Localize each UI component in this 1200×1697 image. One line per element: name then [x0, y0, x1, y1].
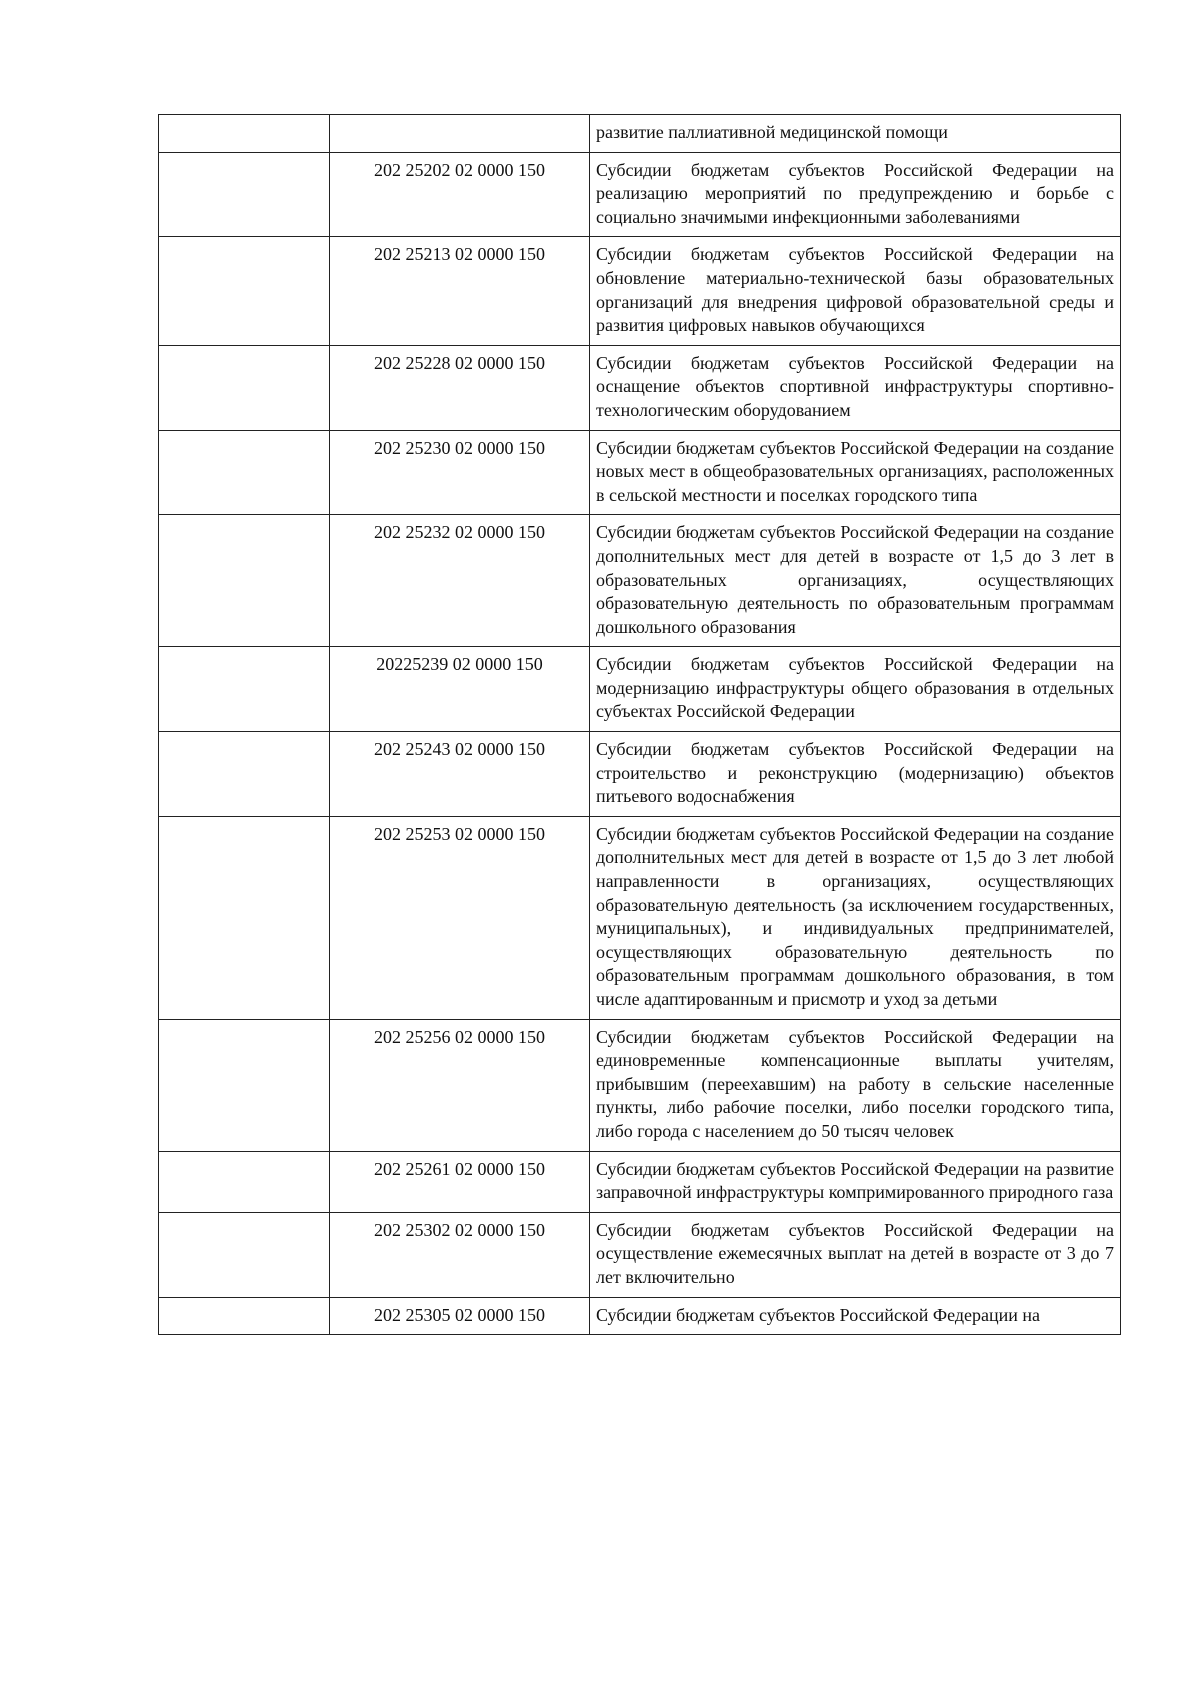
table-row — [159, 816, 1121, 1019]
description-cell: Субсидии бюджетам субъектов Российской Федерации на осуществление ежемесячных выплат на детей в возрасте от 3 до 7 лет включительно — [590, 1212, 1121, 1297]
description-cell: развитие паллиативной медицинской помощи — [590, 115, 1121, 153]
budget-classification-table — [158, 114, 1121, 1335]
code-cell: 202 25230 02 0000 150 — [330, 430, 590, 515]
table-row — [159, 1297, 1121, 1335]
description-cell: Субсидии бюджетам субъектов Российской Федерации на единовременные компенсационные выплаты учителям, прибывшим (переехавшим) на работу в сельские населенные пункты, либо рабочие поселки, либо поселки городского типа, либо города с населением до 50 тысяч человек — [590, 1019, 1121, 1151]
document-page — [158, 114, 1121, 1335]
code-cell: 202 25305 02 0000 150 — [330, 1297, 590, 1335]
description-cell: Субсидии бюджетам субъектов Российской Федерации на создание новых мест в общеобразовательных организациях, расположенных в сельской местности и поселках городского типа — [590, 430, 1121, 515]
description-cell: Субсидии бюджетам субъектов Российской Федерации на оснащение объектов спортивной инфраструктуры спортивно-технологическим оборудованием — [590, 345, 1121, 430]
description-cell: Субсидии бюджетам субъектов Российской Федерации на — [590, 1297, 1121, 1335]
code-cell: 202 25302 02 0000 150 — [330, 1212, 590, 1297]
table-row — [159, 732, 1121, 817]
table-row — [159, 1212, 1121, 1297]
code-cell: 202 25261 02 0000 150 — [330, 1151, 590, 1212]
table-row — [159, 1019, 1121, 1151]
description-cell: Субсидии бюджетам субъектов Российской Федерации на реализацию мероприятий по предупреждению и борьбе с социально значимыми инфекционными заболеваниями — [590, 152, 1121, 237]
empty-cell — [159, 345, 330, 430]
code-cell — [330, 115, 590, 153]
table-row — [159, 647, 1121, 732]
table-row — [159, 115, 1121, 153]
description-cell: Субсидии бюджетам субъектов Российской Федерации на модернизацию инфраструктуры общего образования в отдельных субъектах Российской Федерации — [590, 647, 1121, 732]
code-cell: 202 25243 02 0000 150 — [330, 732, 590, 817]
empty-cell — [159, 430, 330, 515]
table-row — [159, 152, 1121, 237]
code-cell: 202 25213 02 0000 150 — [330, 237, 590, 345]
code-cell: 202 25232 02 0000 150 — [330, 515, 590, 647]
empty-cell — [159, 152, 330, 237]
code-cell: 20225239 02 0000 150 — [330, 647, 590, 732]
empty-cell — [159, 1151, 330, 1212]
description-cell: Субсидии бюджетам субъектов Российской Федерации на создание дополнительных мест для детей в возрасте от 1,5 до 3 лет в образовательных организациях, осуществляющих образовательную деятельность по образовательным программам дошкольного образования — [590, 515, 1121, 647]
empty-cell — [159, 1212, 330, 1297]
description-cell: Субсидии бюджетам субъектов Российской Федерации на обновление материально-технической базы образовательных организаций для внедрения цифровой образовательной среды и развития цифровых навыков обучающихся — [590, 237, 1121, 345]
code-cell: 202 25202 02 0000 150 — [330, 152, 590, 237]
empty-cell — [159, 1019, 330, 1151]
code-cell: 202 25256 02 0000 150 — [330, 1019, 590, 1151]
empty-cell — [159, 816, 330, 1019]
empty-cell — [159, 647, 330, 732]
code-cell: 202 25228 02 0000 150 — [330, 345, 590, 430]
empty-cell — [159, 237, 330, 345]
empty-cell — [159, 515, 330, 647]
table-row — [159, 237, 1121, 345]
empty-cell — [159, 115, 330, 153]
description-cell: Субсидии бюджетам субъектов Российской Федерации на развитие заправочной инфраструктуры компримированного природного газа — [590, 1151, 1121, 1212]
description-cell: Субсидии бюджетам субъектов Российской Федерации на строительство и реконструкцию (модернизацию) объектов питьевого водоснабжения — [590, 732, 1121, 817]
table-row — [159, 430, 1121, 515]
code-cell: 202 25253 02 0000 150 — [330, 816, 590, 1019]
description-cell: Субсидии бюджетам субъектов Российской Федерации на создание дополнительных мест для детей в возрасте от 1,5 до 3 лет любой направленности в организациях, осуществляющих образовательную деятельность (за исключением государственных, муниципальных), и индивидуальных предпринимателей, осуществляющих образовательную деятельность по образовательным программам дошкольного образования, в том числе адаптированным и присмотр и уход за детьми — [590, 816, 1121, 1019]
table-row — [159, 1151, 1121, 1212]
empty-cell — [159, 1297, 330, 1335]
table-row — [159, 515, 1121, 647]
empty-cell — [159, 732, 330, 817]
table-row — [159, 345, 1121, 430]
